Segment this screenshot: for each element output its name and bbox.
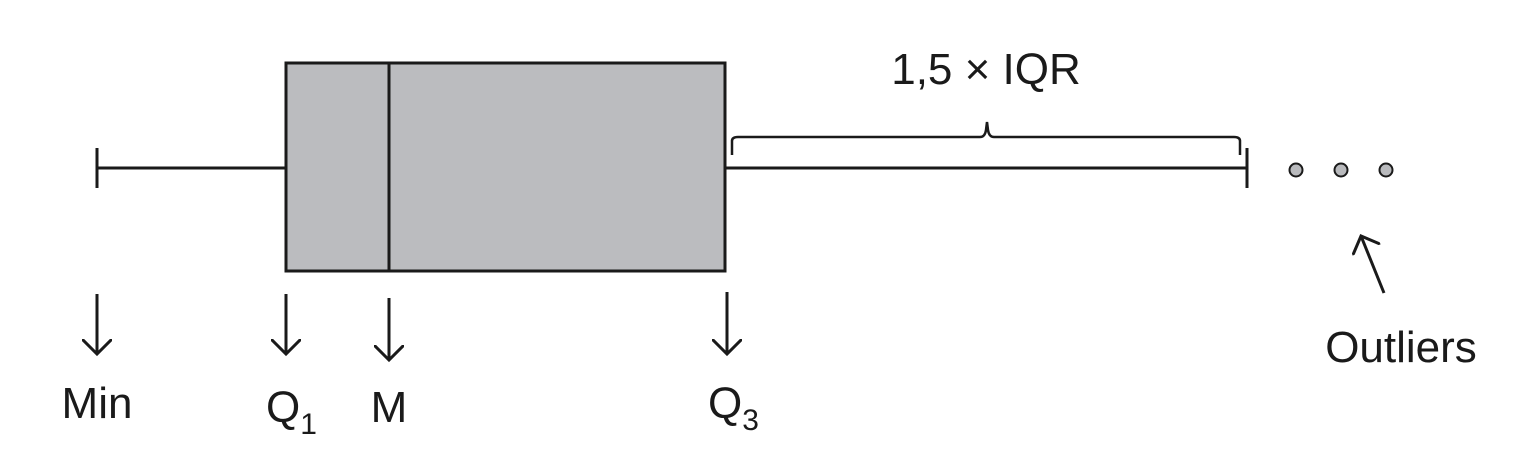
min-label: Min: [61, 379, 133, 428]
q3-subscript: 3: [742, 404, 759, 437]
outlier-point: [1335, 164, 1348, 177]
q1-letter: Q: [266, 383, 301, 432]
outlier-point: [1290, 164, 1303, 177]
outlier-point: [1380, 164, 1393, 177]
q1-label: [266, 383, 317, 441]
q3-letter: Q: [708, 379, 743, 428]
outliers-arrow: [1361, 236, 1384, 293]
median-label: M: [370, 383, 408, 432]
iqr-bracket-label: 1,5 × IQR: [891, 45, 1081, 94]
q3-label: [708, 379, 759, 437]
iqr-box: [286, 63, 725, 271]
q1-subscript: 1: [300, 408, 317, 441]
iqr-brace: [732, 122, 1240, 155]
outliers-label: Outliers: [1325, 323, 1477, 372]
